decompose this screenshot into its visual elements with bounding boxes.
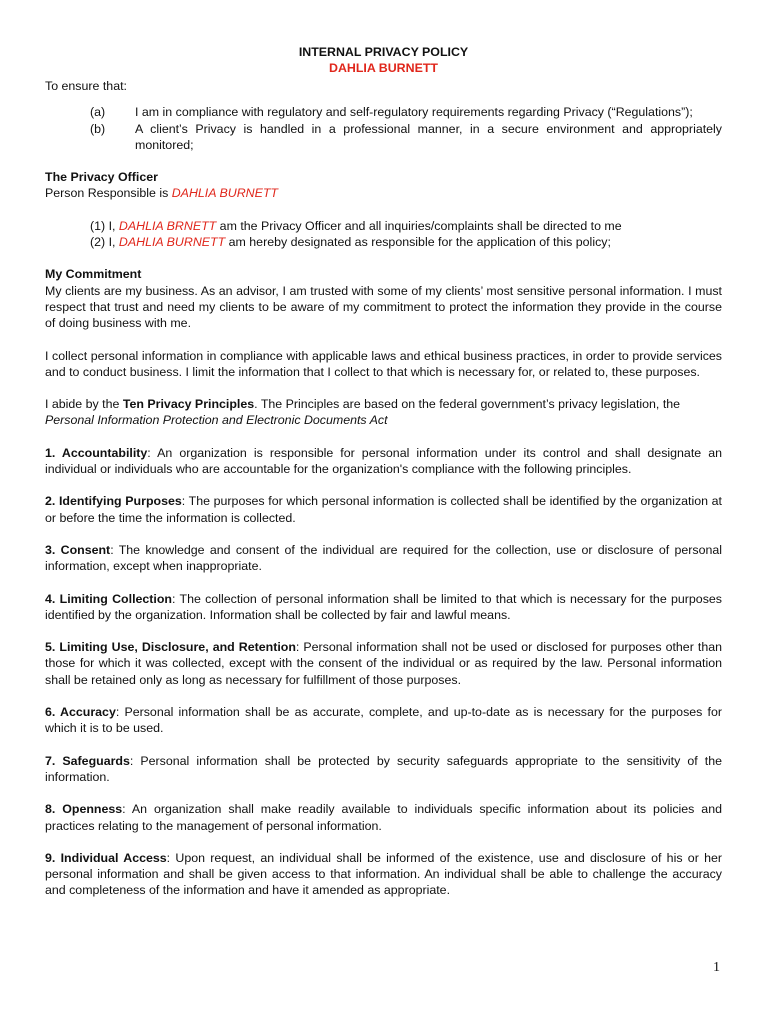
list-item-text: A client’s Privacy is handled in a professional manner, in a secure environment and appropriately monitored; xyxy=(135,121,722,152)
principle-item xyxy=(45,801,722,834)
ten-principles-label: Ten Privacy Principles xyxy=(122,397,255,412)
principle-item xyxy=(45,753,722,786)
commitment-paragraph: I collect personal information in compliance with applicable laws and ethical business practices, in order to provide services and to conduct business. I limit the information that I collect to that which is necessary for, or related to, these purposes. xyxy=(45,348,722,379)
principle-title: 9. Individual Access xyxy=(45,850,167,865)
text-span: . The Principles are based on the federal government’s privacy legislation, the xyxy=(254,397,681,412)
principle-item xyxy=(45,591,722,624)
commitment-section xyxy=(45,266,722,428)
principle-title: 5. Limiting Use, Disclosure, and Retention xyxy=(45,640,296,655)
list-item xyxy=(45,104,722,120)
document-owner-name: DAHLIA BURNETT xyxy=(329,61,438,75)
act-name: Personal Information Protection and Electronic Documents Act xyxy=(45,413,388,428)
principle-text: : The collection of personal information shall be limited to that which is necessary for the purposes identified by the organization. Information shall be collected by fair and lawful means. xyxy=(45,591,722,622)
person-responsible-line xyxy=(45,185,722,201)
principle-title: 8. Openness xyxy=(45,802,123,817)
principle-item xyxy=(45,850,722,899)
officer-line-1 xyxy=(45,218,722,234)
principle-item xyxy=(45,445,722,478)
line-prefix: (1) I, xyxy=(90,218,119,233)
principle-text: : Personal information shall not be used or disclosed for purposes other than those for which it was collected, except with the consent of the individual or as required by the law. Personal information shall be retained only as long as necessary for fulfillment of those purposes. xyxy=(45,640,722,687)
principle-title: 7. Safeguards xyxy=(45,753,130,768)
list-item-label: (b) xyxy=(90,121,106,136)
principle-text: : An organization is responsible for personal information under its control and shall designate an individual or individuals who are accountable for the organization's compliance with the following principles. xyxy=(45,445,722,477)
intro-list xyxy=(45,104,722,153)
document-page xyxy=(45,44,722,899)
officer-name: DAHLIA BURNETT xyxy=(118,235,226,250)
principle-text: : The knowledge and consent of the individual are required for the collection, use or disclosure of personal information, except when inappropriate. xyxy=(45,542,722,574)
principle-title: 3. Consent xyxy=(45,542,111,557)
line-suffix: am hereby designated as responsible for the application of this policy; xyxy=(225,235,611,250)
text-span: I abide by the xyxy=(45,397,123,412)
principle-item xyxy=(45,639,722,688)
principle-title: 2. Identifying Purposes xyxy=(45,494,182,509)
principle-item xyxy=(45,542,722,575)
principle-title: 4. Limiting Collection xyxy=(45,591,172,606)
principles-list xyxy=(45,445,722,899)
line-prefix: (2) I, xyxy=(90,235,119,250)
principle-text: : The purposes for which personal information is collected shall be identified by the organization at or before the time the information is collected. xyxy=(45,494,722,525)
responsible-prefix: Person Responsible is xyxy=(45,186,172,201)
privacy-officer-section xyxy=(45,169,722,250)
line-suffix: am the Privacy Officer and all inquiries/complaints shall be directed to me xyxy=(216,218,622,233)
principle-text: : Upon request, an individual shall be informed of the existence, use and disclosure of his or her personal information and shall be given access to that information. An individual shall be able to challenge the accuracy and completeness of the information and have it amended as appropriate. xyxy=(45,850,722,898)
section-heading: My Commitment xyxy=(45,267,142,282)
principle-item xyxy=(45,493,722,526)
principle-text: : Personal information shall be as accurate, complete, and up-to-date as is necessary for the purposes for which it is to be used. xyxy=(45,705,722,736)
list-item xyxy=(45,121,722,154)
officer-line-2 xyxy=(45,234,722,250)
intro-lead: To ensure that: xyxy=(45,79,127,93)
principle-item xyxy=(45,704,722,737)
page-number: 1 xyxy=(713,960,720,975)
responsible-name: DAHLIA BURNETT xyxy=(171,186,278,201)
principle-text: : Personal information shall be protected by security safeguards appropriate to the sensitivity of the information. xyxy=(45,753,722,784)
list-item-text: I am in compliance with regulatory and self-regulatory requirements regarding Privacy (“Regulations”); xyxy=(135,105,693,120)
principle-text: : An organization shall make readily available to individuals specific information about its policies and practices relating to the management of personal information. xyxy=(45,802,722,833)
section-heading: The Privacy Officer xyxy=(45,170,158,185)
commitment-paragraph: My clients are my business. As an advisor, I am trusted with some of my clients’ most sensitive personal information. I must respect that trust and need my clients to be aware of my commitment to protect the information they provide in the course of doing business with me. xyxy=(45,283,722,331)
principle-title: 6. Accuracy xyxy=(45,705,116,720)
officer-name: DAHLIA BRNETT xyxy=(118,218,217,233)
document-title: INTERNAL PRIVACY POLICY xyxy=(298,45,469,59)
principle-title: 1. Accountability xyxy=(45,445,148,460)
principles-intro-paragraph xyxy=(45,396,722,429)
list-item-label: (a) xyxy=(90,105,106,120)
